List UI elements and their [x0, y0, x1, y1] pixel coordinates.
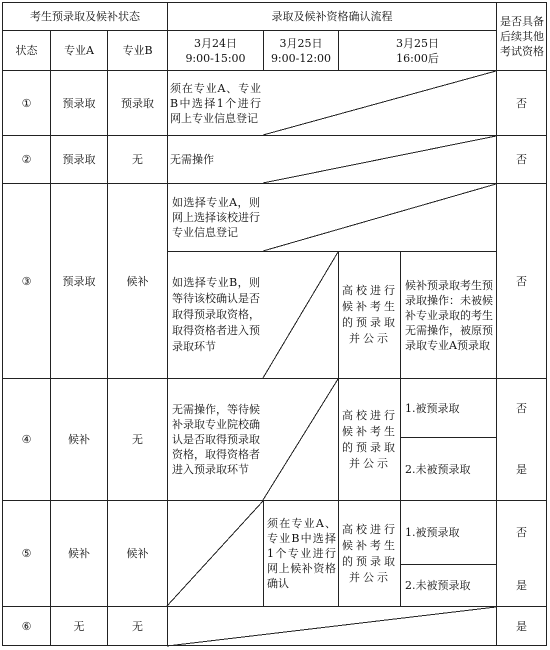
row5-major-a: 候补	[68, 547, 90, 560]
date-header-3: 3月25日 16:00后	[396, 36, 439, 65]
row2-major-a: 预录取	[62, 153, 96, 166]
row3-status: ③	[21, 274, 32, 288]
row4-major-b: 无	[132, 433, 143, 446]
row4-outcome-1: 1.被预录取	[405, 401, 460, 415]
date-header-1: 3月24日 9:00-15:00	[185, 36, 246, 65]
row4-eligible-2: 是	[516, 462, 527, 476]
row1-major-a: 预录取	[62, 96, 96, 110]
row2-eligible: 否	[516, 153, 527, 166]
row5-outcome-1: 1.被预录取	[405, 526, 460, 539]
row2-major-b: 无	[132, 153, 143, 166]
col-major-b-header: 专业B	[122, 44, 153, 57]
date-header-2: 3月25日 9:00-12:00	[270, 36, 332, 65]
row5-major-b: 候补	[126, 547, 149, 560]
row6-eligible: 是	[516, 619, 527, 633]
eligibility-header: 是否具备后续其他考试资格	[500, 15, 544, 58]
row4-eligible-1: 否	[516, 401, 527, 415]
status-group-header: 考生预录取及候补状态	[30, 10, 140, 23]
col-major-a-header: 专业A	[64, 44, 94, 57]
row5-step2: 须在专业A、专业B中选择1个专业进行网上候补资格确认	[267, 517, 336, 590]
row5-eligible-1: 否	[516, 526, 527, 539]
row6-major-b: 无	[132, 619, 143, 633]
row3-eligible: 否	[516, 274, 527, 288]
row3-step1-option-b: 如选择专业B，则等待该校确认是否取得预录取资格，取得资格者进入预录取环节	[172, 276, 260, 353]
row3-school-confirm: 高校进行候补考生的预录取并公示	[342, 284, 398, 345]
row5-outcome-2: 2.未被预录取	[405, 579, 471, 592]
row4-major-a: 候补	[68, 433, 90, 446]
row1-step1: 须在专业A、专业B中选择1个进行网上专业信息登记	[170, 81, 261, 125]
row3-major-a: 预录取	[62, 274, 96, 288]
row4-outcome-2: 2.未被预录取	[405, 462, 471, 476]
row2-step1: 无需操作	[170, 153, 214, 166]
row1-status: ①	[21, 96, 32, 110]
row3-major-b: 候补	[126, 274, 149, 288]
row6-major-a: 无	[73, 619, 85, 633]
row5-status: ⑤	[21, 547, 32, 560]
row6-status: ⑥	[21, 619, 32, 633]
row5-school-confirm: 高校进行候补考生的预录取并公示	[342, 522, 398, 584]
row4-school-confirm: 高校进行候补考生的预录取并公示	[342, 408, 398, 470]
row1-major-b: 预录取	[121, 96, 154, 110]
row3-outcome-note: 候补预录取考生预录取操作：未被候补专业录取的考生无需操作，被原预录取专业A预录取	[405, 278, 493, 352]
row3-step1-option-a: 如选择专业A，则网上选择该校进行专业信息登记	[172, 196, 260, 239]
row4-step1: 无需操作，等待候补录取专业院校确认是否取得预录取资格，取得资格者进入预录取环节	[172, 403, 260, 476]
col-status-header: 状态	[15, 44, 38, 57]
row4-status: ④	[21, 433, 32, 446]
process-group-header: 录取及候补资格确认流程	[271, 10, 393, 23]
row2-status: ②	[21, 153, 32, 166]
row5-eligible-2: 是	[516, 579, 527, 592]
row1-eligible: 否	[516, 96, 527, 110]
